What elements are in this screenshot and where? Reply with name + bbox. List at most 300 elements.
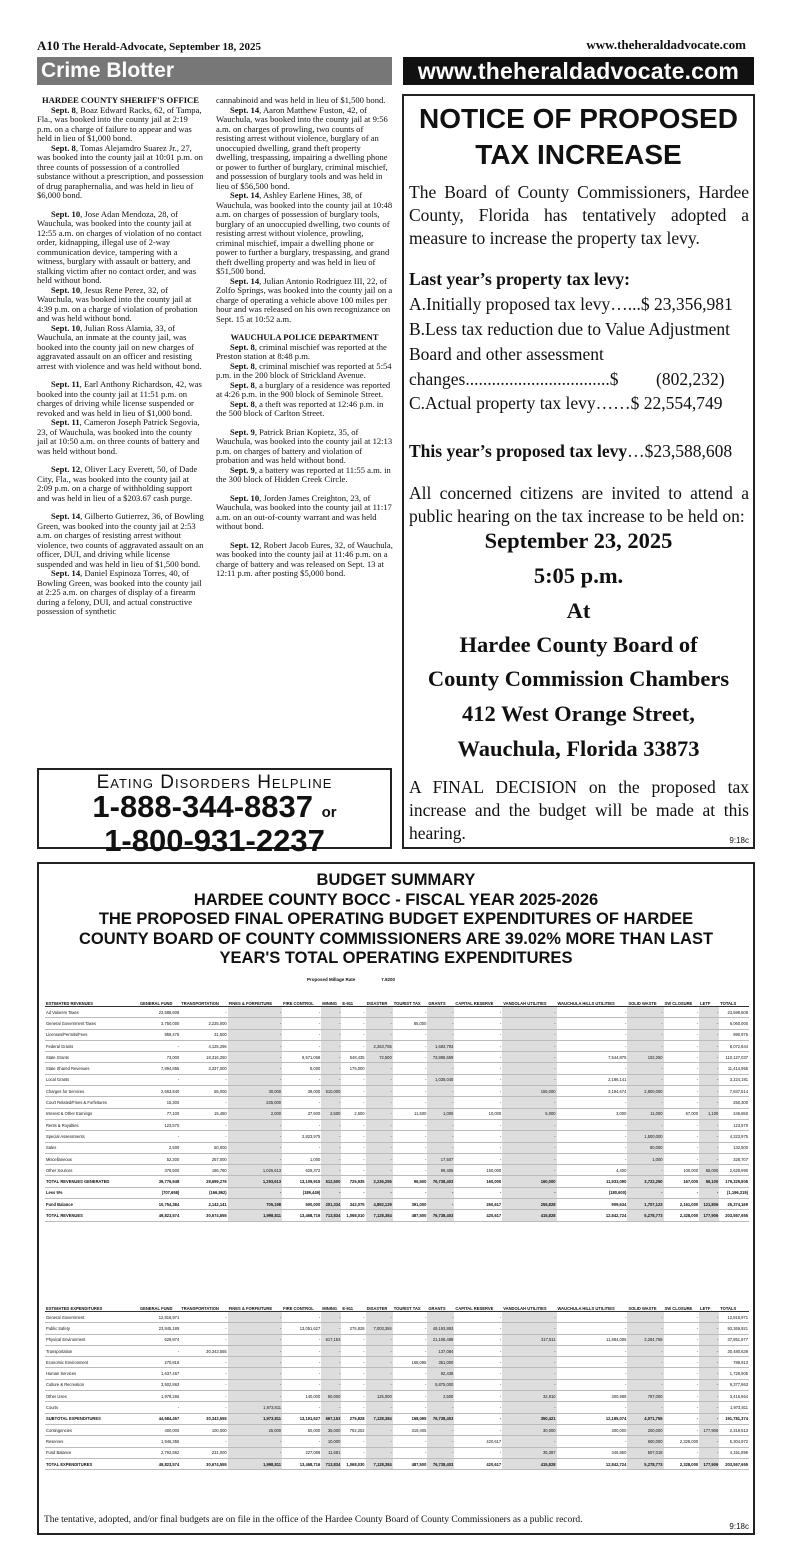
helpline-phone-1[interactable]: 1-888-344-8837: [92, 789, 313, 824]
this-year-levy: [409, 440, 749, 463]
table-cell: 32,910: [502, 1391, 556, 1402]
entry-date: Sept. 8: [230, 341, 255, 352]
line-b3: [409, 368, 749, 391]
crime-column-1: [37, 96, 204, 617]
table-cell: 7,128,384: [366, 1210, 393, 1221]
table-cell: 391,000: [393, 1199, 428, 1210]
table-cell: -: [502, 1063, 556, 1074]
entry-date: Sept. 14: [51, 568, 81, 578]
row-label: Sales: [45, 1142, 139, 1153]
table-cell: -: [139, 1131, 180, 1142]
table-cell: 1,998,811: [228, 1210, 282, 1221]
ad-code: 9:18c: [729, 836, 749, 845]
page-header: [37, 38, 261, 54]
table-cell: 201,334: [321, 1199, 341, 1210]
table-row: [45, 1187, 749, 1198]
table-cell: 12,842,724: [557, 1458, 628, 1469]
column-header: WAUCHULA HILLS UTILITIES: [557, 1289, 628, 1312]
table-cell: 35,000: [321, 1424, 341, 1435]
table-cell: 2,161,000: [664, 1199, 700, 1210]
column-header: WAUCHULA HILLS UTILITIES: [557, 984, 628, 1007]
table-cell: 35,397: [502, 1447, 556, 1458]
table-cell: -: [664, 1187, 700, 1198]
table-cell: 2,792,862: [139, 1447, 180, 1458]
table-cell: -: [180, 1312, 227, 1323]
table-cell: 13,109,915: [282, 1176, 321, 1187]
table-cell: -: [557, 1063, 628, 1074]
column-header: GENERAL FUND: [139, 1289, 180, 1312]
table-cell: -: [454, 1153, 502, 1164]
table-cell: 3,416,664: [719, 1391, 749, 1402]
table-cell: 713,834: [321, 1458, 341, 1469]
table-cell: 990,975: [719, 1029, 749, 1040]
table-cell: -: [393, 1334, 428, 1345]
entry-date: Sept. 9: [230, 464, 255, 475]
table-cell: 140,000: [282, 1391, 321, 1402]
table-cell: -: [454, 1447, 502, 1458]
table-cell: -: [366, 1312, 393, 1323]
table-cell: -: [699, 1323, 719, 1334]
table-cell: 55,000: [180, 1086, 227, 1097]
table-cell: -: [366, 1007, 393, 1018]
table-cell: -: [427, 1063, 454, 1074]
table-cell: -: [228, 1119, 282, 1130]
table-row: [45, 1323, 749, 1334]
table-cell: -: [393, 1074, 428, 1085]
table-cell: -: [557, 1323, 628, 1334]
table-cell: -: [393, 1391, 428, 1402]
table-cell: 235,000: [228, 1097, 282, 1108]
table-cell: -: [321, 1097, 341, 1108]
table-row: [45, 1153, 749, 1164]
table-cell: 1,100: [699, 1108, 719, 1119]
table-cell: -: [282, 1334, 321, 1345]
table-cell: -: [321, 1063, 341, 1074]
table-cell: -: [502, 1097, 556, 1108]
table-cell: 11,500: [393, 1108, 428, 1119]
table-cell: -: [699, 1312, 719, 1323]
table-cell: -: [502, 1165, 556, 1176]
blotter-entry: [216, 541, 393, 579]
table-cell: -: [341, 1345, 365, 1356]
table-row: [45, 1368, 749, 1379]
table-cell: -: [228, 1368, 282, 1379]
blotter-entry: [216, 466, 393, 485]
table-cell: -: [699, 1436, 719, 1447]
row-label: General Government: [45, 1312, 139, 1323]
table-cell: -: [664, 1424, 700, 1435]
table-cell: -: [282, 1436, 321, 1447]
row-label: Special Assessments: [45, 1131, 139, 1142]
table-cell: -: [664, 1063, 700, 1074]
table-cell: -: [393, 1165, 428, 1176]
table-cell: -: [502, 1402, 556, 1413]
entry-date: Sept. 11: [51, 417, 80, 427]
table-cell: 52,200: [139, 1153, 180, 1164]
table-cell: 39,776,948: [139, 1176, 180, 1187]
table-cell: -: [228, 1040, 282, 1051]
table-cell: -: [180, 1402, 227, 1413]
table-cell: -: [454, 1086, 502, 1097]
table-cell: 12,818,971: [139, 1312, 180, 1323]
budget-ad-code: 9:18c: [729, 1522, 749, 1531]
column-header: CAPITAL RESERVE: [454, 1289, 502, 1312]
this-year-label: This year’s proposed tax levy: [409, 441, 628, 461]
budget-title: [39, 871, 753, 969]
table-cell: -: [341, 1040, 365, 1051]
table-cell: -: [627, 1018, 663, 1029]
entry-text: , Patrick Brian Kopietz, 35, of Wauchula, was booked into the county jail at 12:13 p.m. on charges of battery and violation of probation and was held without bond.: [216, 426, 393, 465]
table-cell: 76,738,403: [427, 1210, 454, 1221]
table-cell: -: [627, 1007, 663, 1018]
table-row: [45, 1424, 749, 1435]
table-cell: 49,823,574: [139, 1458, 180, 1469]
table-cell: -: [228, 1357, 282, 1368]
table-cell: -: [699, 1029, 719, 1040]
table-cell: -: [282, 1345, 321, 1356]
table-cell: 4,071,755: [627, 1413, 663, 1424]
table-cell: 1,068,030: [341, 1458, 365, 1469]
row-label: Less 5%: [45, 1187, 139, 1198]
table-cell: -: [180, 1368, 227, 1379]
table-cell: 789,913: [719, 1357, 749, 1368]
table-cell: 3,000: [557, 1108, 628, 1119]
table-cell: -: [366, 1165, 393, 1176]
table-cell: 1,000: [627, 1153, 663, 1164]
table-cell: 67,000: [664, 1108, 700, 1119]
table-cell: 275,828: [341, 1323, 365, 1334]
table-cell: -: [282, 1312, 321, 1323]
table-cell: -: [454, 1063, 502, 1074]
table-cell: -: [321, 1131, 341, 1142]
table-cell: 168,095: [393, 1413, 428, 1424]
table-cell: -: [341, 1357, 365, 1368]
table-cell: 250,300: [719, 1097, 749, 1108]
table-cell: 1,026,613: [228, 1165, 282, 1176]
table-cell: -: [502, 1357, 556, 1368]
table-cell: -: [427, 1097, 454, 1108]
crime-column-2: [216, 96, 393, 579]
table-cell: -: [180, 1007, 227, 1018]
table-cell: 73,898,659: [427, 1052, 454, 1063]
table-cell: -: [228, 1312, 282, 1323]
table-cell: 13,051,627: [282, 1323, 321, 1334]
table-cell: -: [502, 1029, 556, 1040]
table-cell: -: [454, 1029, 502, 1040]
table-cell: 11,681: [321, 1447, 341, 1458]
table-cell: -: [627, 1040, 663, 1051]
table-cell: -: [341, 1391, 365, 1402]
table-cell: 255,828: [502, 1199, 556, 1210]
column-header: CAPITAL RESERVE: [454, 984, 502, 1007]
table-cell: -: [341, 1447, 365, 1458]
table-cell: 30,000: [228, 1086, 282, 1097]
table-cell: 705,198: [228, 1199, 282, 1210]
entry-text: , Julian Ross Alamia, 33, of Wauchula, an inmate at the county jail, was booked into the county jail on new charges of aggravated assault on an officer and resisting arrest with violence and was held without bond.: [37, 322, 202, 371]
table-cell: -: [393, 1052, 428, 1063]
table-cell: -: [502, 1052, 556, 1063]
table-row: [45, 1052, 749, 1063]
table-cell: -: [454, 1334, 502, 1345]
table-cell: 2,328,000: [664, 1458, 700, 1469]
table-cell: -: [180, 1357, 227, 1368]
table-cell: 4,892,129: [366, 1199, 393, 1210]
column-header: TOURIST TAX: [393, 1289, 428, 1312]
table-cell: -: [664, 1040, 700, 1051]
column-header: TRANSPORTATION: [180, 1289, 227, 1312]
table-cell: -: [454, 1119, 502, 1130]
table-cell: -: [557, 1357, 628, 1368]
table-cell: 30,343,555: [180, 1345, 227, 1356]
notice-title-line2: TAX INCREASE: [475, 139, 682, 170]
column-header: LETF: [699, 1289, 719, 1312]
column-header: FINES & FORFEITURE: [228, 1289, 282, 1312]
table-cell: -: [139, 1074, 180, 1085]
table-cell: 177,906: [699, 1210, 719, 1221]
table-cell: 96,500: [393, 1176, 428, 1187]
table-cell: 76,738,403: [427, 1458, 454, 1469]
row-label: SUBTOTAL EXPENDITURES: [45, 1413, 139, 1424]
hearing-at: At: [566, 598, 591, 623]
table-cell: 160,000: [454, 1176, 502, 1187]
line-b2: Board and other assessment: [409, 344, 604, 364]
column-header: TRANSPORTATION: [180, 984, 227, 1007]
table-cell: 30,343,555: [180, 1413, 227, 1424]
table-cell: 31,500: [180, 1029, 227, 1040]
table-cell: 2,236,255: [366, 1176, 393, 1187]
budget-title-4: COUNTY BOARD OF COUNTY COMMISSIONERS ARE 39.02% MORE THAN LAST: [78, 929, 714, 948]
line-b3-label: changes.................................$: [409, 369, 619, 389]
table-cell: 346,850: [557, 1447, 628, 1458]
column-header: FINES & FORFEITURE: [228, 984, 282, 1007]
table-cell: 629,874: [139, 1334, 180, 1345]
table-cell: -: [341, 1312, 365, 1323]
table-cell: 13,191,627: [282, 1413, 321, 1424]
table-cell: -: [664, 1029, 700, 1040]
table-cell: -: [427, 1131, 454, 1142]
entry-text: , Oliver Lacy Everett, 50, of Dade City, Fla., was booked into the county jail at 2:09 p.m. on a charge of withholding support and was held in lieu of a $203.67 cash purge.: [37, 464, 198, 503]
table-cell: -: [366, 1153, 393, 1164]
table-cell: 37,500: [282, 1108, 321, 1119]
table-cell: 7,003,384: [366, 1323, 393, 1334]
table-cell: 168,095: [393, 1357, 428, 1368]
table-cell: -: [454, 1391, 502, 1402]
table-cell: -: [393, 1029, 428, 1040]
entry-text: , a battery was reported at 11:55 a.m. in the 300 block of Hidden Creek Circle.: [216, 464, 391, 484]
table-cell: -: [502, 1153, 556, 1164]
table-cell: -: [321, 1040, 341, 1051]
table-cell: 510,000: [321, 1086, 341, 1097]
website-header[interactable]: www.theheraldadvocate.com: [586, 37, 746, 52]
table-cell: -: [366, 1357, 393, 1368]
section-heading: WAUCHULA POLICE DEPARTMENT: [230, 332, 379, 342]
table-cell: -: [664, 1007, 700, 1018]
table-cell: -: [627, 1357, 663, 1368]
blotter-entry: [37, 465, 204, 503]
table-cell: -: [454, 1097, 502, 1108]
crime-blotter-title: Crime Blotter: [37, 57, 392, 85]
table-cell: 792,202: [341, 1424, 365, 1435]
table-cell: 415,828: [502, 1210, 556, 1221]
table-cell: -: [282, 1074, 321, 1085]
table-cell: -: [139, 1040, 180, 1051]
table-cell: -: [502, 1345, 556, 1356]
table-cell: -: [282, 1402, 321, 1413]
table-cell: 1,293,613: [228, 1176, 282, 1187]
notice-title-line1: NOTICE OF PROPOSED: [419, 103, 738, 134]
row-label: Court Related/Fines & Forfeitures: [45, 1097, 139, 1108]
table-cell: -: [454, 1018, 502, 1029]
table-row: [45, 1040, 749, 1051]
website-banner[interactable]: www.theheraldadvocate.com: [403, 57, 754, 85]
row-label: Human Services: [45, 1368, 139, 1379]
table-cell: 50,000: [282, 1424, 321, 1435]
table-cell: 300,000: [557, 1424, 628, 1435]
entry-date: Sept. 14: [51, 511, 81, 521]
table-row: [45, 1029, 749, 1040]
table-cell: -: [180, 1323, 227, 1334]
table-cell: -: [557, 1368, 628, 1379]
table-cell: -: [321, 1402, 341, 1413]
table-cell: -: [321, 1323, 341, 1334]
entry-date: Sept. 11: [51, 379, 80, 389]
notice-intro: The Board of County Commissioners, Hardee County, Florida has tentatively adopted a measure to increase the property tax levy.: [409, 182, 749, 248]
table-cell: 1,000: [427, 1108, 454, 1119]
entry-text: , Cameron Joseph Patrick Segovia, 23, of Wauchula, was booked into the county jail at 10:50 a.m. on three counts of battery and was held without bond.: [37, 417, 200, 456]
table-cell: 177,906: [699, 1458, 719, 1469]
blotter-entry: [216, 343, 393, 362]
table-cell: -: [557, 1007, 628, 1018]
table-cell: 76,738,403: [427, 1413, 454, 1424]
table-cell: -: [228, 1345, 282, 1356]
table-cell: 179,329,805: [719, 1176, 749, 1187]
row-label: Public Safety: [45, 1323, 139, 1334]
table-cell: 1,973,811: [719, 1402, 749, 1413]
table-cell: 25,000: [228, 1424, 282, 1435]
table-cell: -: [699, 1074, 719, 1085]
table-row: [45, 1063, 749, 1074]
table-cell: -: [321, 1142, 341, 1153]
row-label: Other Uses: [45, 1391, 139, 1402]
table-cell: 18,316,250: [180, 1052, 227, 1063]
table-cell: -: [699, 1040, 719, 1051]
table-cell: -: [454, 1312, 502, 1323]
helpline-or: or: [321, 804, 337, 821]
table-cell: 270,818: [139, 1357, 180, 1368]
table-cell: 351,000: [427, 1357, 454, 1368]
table-cell: -: [393, 1187, 428, 1198]
table-cell: -: [366, 1086, 393, 1097]
row-label: Physical Environment: [45, 1334, 139, 1345]
table-cell: 787,000: [627, 1391, 663, 1402]
table-cell: -: [282, 1040, 321, 1051]
table-cell: 30,674,555: [180, 1210, 227, 1221]
table-cell: 1,000: [282, 1153, 321, 1164]
table-cell: -: [664, 1119, 700, 1130]
column-header: SOLID WASTE: [627, 1289, 663, 1312]
budget-title-1: BUDGET SUMMARY: [316, 871, 476, 889]
table-cell: 5,875,000: [427, 1379, 454, 1390]
table-cell: 5,278,773: [627, 1210, 663, 1221]
table-cell: 39,000: [282, 1086, 321, 1097]
table-cell: -: [699, 1119, 719, 1130]
table-cell: 123,570: [139, 1119, 180, 1130]
blotter-entry: [216, 277, 393, 325]
blotter-entry: [37, 144, 204, 201]
table-cell: -: [557, 1119, 628, 1130]
table-cell: -: [427, 1086, 454, 1097]
table-cell: -: [699, 1391, 719, 1402]
table-cell: -: [502, 1436, 556, 1447]
table-cell: -: [341, 1334, 365, 1345]
table-cell: 4,151,896: [719, 1447, 749, 1458]
table-cell: -: [627, 1368, 663, 1379]
column-header: E-911: [341, 984, 365, 1007]
entry-date: Sept. 12: [51, 464, 81, 474]
table-cell: 2,500: [139, 1142, 180, 1153]
table-cell: -: [228, 1052, 282, 1063]
table-cell: 1,729,905: [719, 1368, 749, 1379]
table-cell: -: [393, 1142, 428, 1153]
table-row: [45, 1097, 749, 1108]
table-cell: -: [502, 1142, 556, 1153]
table-cell: 500,000: [282, 1199, 321, 1210]
table-cell: 8,072,844: [719, 1040, 749, 1051]
entry-date: Sept. 8: [230, 360, 255, 371]
table-cell: 1,973,811: [228, 1413, 282, 1424]
table-cell: -: [393, 1379, 428, 1390]
table-cell: 200,000: [627, 1424, 663, 1435]
table-cell: -: [393, 1312, 428, 1323]
table-cell: -: [341, 1165, 365, 1176]
table-cell: -: [393, 1153, 428, 1164]
row-label: Culture & Recreation: [45, 1379, 139, 1390]
entry-date: Sept. 10: [51, 284, 81, 295]
table-cell: 600,000: [627, 1436, 663, 1447]
table-cell: 11,414,955: [719, 1063, 749, 1074]
line-a: A.Initially proposed tax levy…...$ 23,356,981: [409, 294, 733, 314]
table-cell: -: [427, 1119, 454, 1130]
table-cell: -: [454, 1379, 502, 1390]
table-cell: -: [627, 1312, 663, 1323]
row-label: Federal Grants: [45, 1040, 139, 1051]
table-cell: -: [341, 1379, 365, 1390]
table-cell: -: [366, 1447, 393, 1458]
table-cell: 203,557,655: [719, 1458, 749, 1469]
blotter-entry: [37, 418, 204, 456]
table-cell: -: [664, 1153, 700, 1164]
table-cell: -: [228, 1436, 282, 1447]
table-cell: 23,588,608: [139, 1007, 180, 1018]
table-cell: -: [557, 1312, 628, 1323]
table-cell: -: [366, 1029, 393, 1040]
table-cell: -: [699, 1447, 719, 1458]
table-cell: -: [699, 1153, 719, 1164]
table-cell: 617,153: [321, 1334, 341, 1345]
table-cell: 203,557,655: [719, 1210, 749, 1221]
table-row: [45, 1345, 749, 1356]
table-cell: -: [427, 1312, 454, 1323]
table-cell: -: [427, 1436, 454, 1447]
table-cell: -: [228, 1018, 282, 1029]
table-cell: (707,658): [139, 1187, 180, 1198]
table-cell: -: [502, 1379, 556, 1390]
table-cell: -: [427, 1187, 454, 1198]
table-cell: 4,125,296: [180, 1040, 227, 1051]
table-cell: -: [557, 1402, 628, 1413]
helpline-phone-2[interactable]: 1-800-931-2237: [104, 823, 325, 858]
table-cell: 231,000: [180, 1447, 227, 1458]
